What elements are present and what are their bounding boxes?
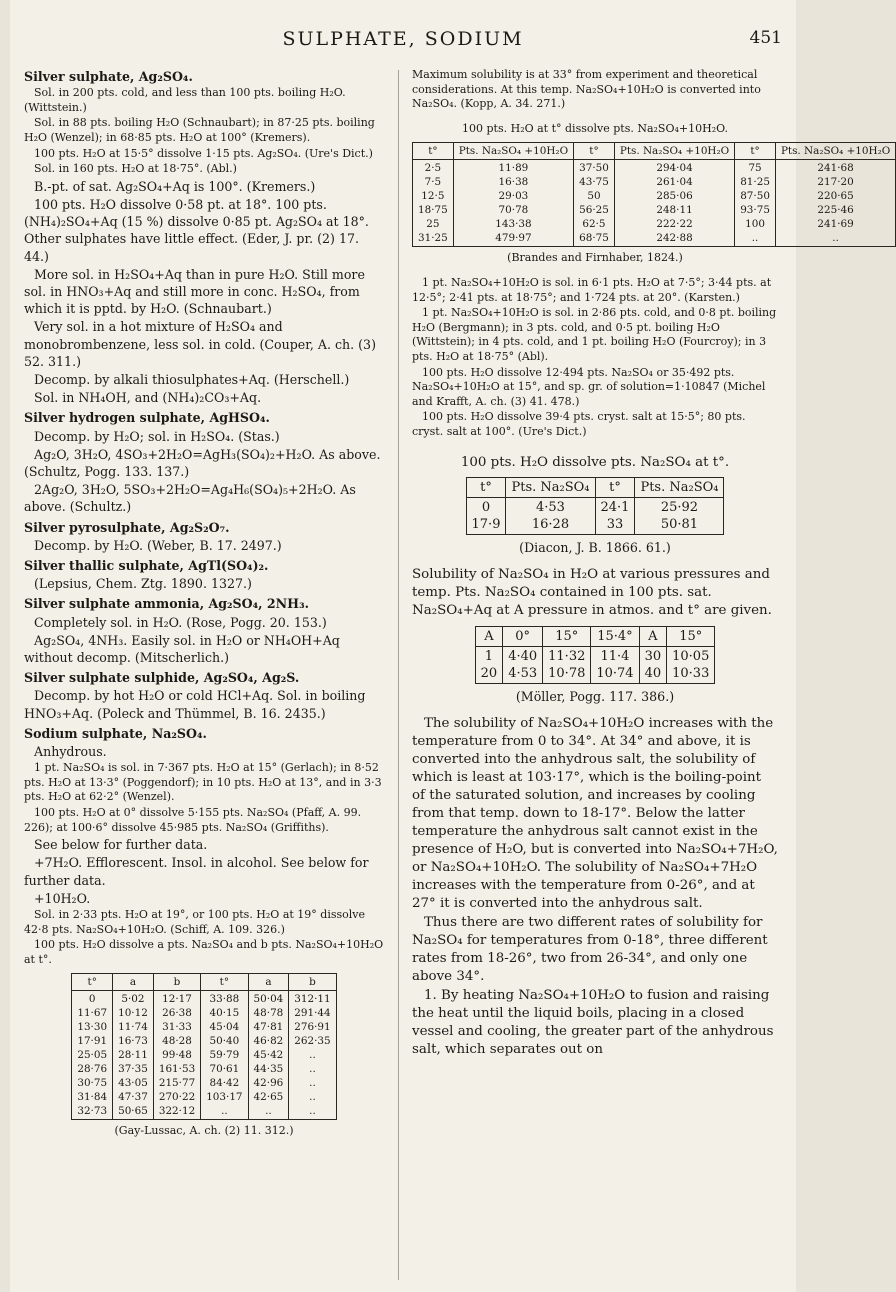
- t4-column: [475, 646, 503, 683]
- entry-paragraph: Sol. in 160 pts. H₂O at 18·75°. (Abl.): [34, 162, 237, 176]
- t2-column: [574, 160, 615, 247]
- t1-cell: 17·91: [77, 1035, 108, 1048]
- t1-cell: 48·28: [162, 1035, 192, 1048]
- t3-cell: 0: [481, 499, 491, 515]
- entry-paragraph: Sol. in 88 pts. boiling H₂O (Schnaubart); in 87·25 pts. boiling H₂O (Wenzel); in 68·85 pts. H₂O at 100° (Kremers).: [24, 116, 375, 144]
- t4-header: 15°: [667, 626, 715, 646]
- t1-cell: 12·17: [162, 993, 192, 1006]
- t1-cell: 70·61: [209, 1063, 240, 1076]
- t2-column: [775, 160, 895, 247]
- solubility-table-gay-lussac: [71, 973, 336, 1120]
- t4-cell: 1: [484, 648, 494, 664]
- t2-cell: 68·75: [579, 232, 609, 245]
- t1-cell: ..: [309, 1049, 316, 1062]
- left-entries: [24, 68, 384, 967]
- entry-heading: Silver sulphate ammonia, Ag₂SO₄, 2NH₃.: [24, 596, 309, 612]
- entry-paragraph: Decomp. by hot H₂O or cold HCl+Aq. Sol. in boiling HNO₃+Aq. (Poleck and Thümmel, B. 16. 2435.): [24, 688, 366, 721]
- t3-cell: 4·53: [536, 499, 565, 515]
- t1-cell: ..: [221, 1105, 228, 1118]
- t2-cell: 18·75: [418, 204, 448, 217]
- t2-cell: 93·75: [740, 204, 770, 217]
- t3-column: [506, 497, 595, 534]
- closing-paragraphs: [412, 715, 778, 1059]
- pressure-paragraph: Solubility of Na₂SO₄ in H₂O at various pressures and temp. Pts. Na₂SO₄ contained in 100 pts. sat. Na₂SO₄+Aq at A pressure in atmos. and t° are given.: [412, 566, 772, 618]
- t2-header: Pts. Na₂SO₄ +10H₂O: [453, 143, 573, 160]
- t1-cell: 322·12: [158, 1105, 196, 1118]
- t2-header: Pts. Na₂SO₄ +10H₂O: [775, 143, 895, 160]
- book-page: [10, 0, 891, 1292]
- entry-paragraph: 100 pts. H₂O at 0° dissolve 5·155 pts. Na₂SO₄ (Pfaff, A. 99. 226); at 100·6° dissolve 45·985 pts. Na₂SO₄ (Griffiths).: [24, 806, 362, 834]
- table3-title: 100 pts. H₂O dissolve pts. Na₂SO₄ at t°.: [460, 454, 730, 470]
- entry-paragraph: +10H₂O.: [34, 890, 91, 906]
- entry-paragraph: Decomp. by H₂O. (Weber, B. 17. 2497.): [34, 537, 282, 553]
- t2-column: [735, 160, 776, 247]
- t3-header: Pts. Na₂SO₄: [635, 477, 724, 497]
- t2-cell: 285·06: [656, 190, 693, 203]
- t2-header: t°: [735, 143, 776, 160]
- entry-paragraph: 1 pt. Na₂SO₄ is sol. in 7·367 pts. H₂O at 15° (Gerlach); in 8·52 pts. H₂O at 13·3° (Poggendorf); in 10 pts. H₂O at 13°, and in 3·3 pts. H₂O at 62·2° (Wenzel).: [24, 761, 382, 804]
- t1-cell: 45·42: [253, 1049, 284, 1062]
- t2-cell: ..: [832, 232, 839, 245]
- column-rule: [398, 70, 399, 1280]
- note-paragraph: 1 pt. Na₂SO₄+10H₂O is sol. in 2·86 pts. cold, and 0·8 pt. boiling H₂O (Bergmann); in 3 pts. cold, and 0·5 pt. boiling H₂O (Wittstein); in 4 pts. cold, and 1 pt. boiling H₂O (Fourcroy); in 3 pts. H₂O at 18·75° (Abl).: [412, 306, 777, 363]
- t4-cell: 11·32: [548, 648, 586, 664]
- t1-cell: 46·82: [253, 1035, 284, 1048]
- t2-cell: 12·5: [421, 190, 445, 203]
- t1-cell: 42·96: [253, 1077, 284, 1090]
- entry-paragraph: +7H₂O. Efflorescent. Insol. in alcohol. See below for further data.: [24, 855, 369, 888]
- t1-cell: 312·11: [294, 993, 331, 1006]
- entry-heading: Silver thallic sulphate, AgTl(SO₄)₂.: [24, 558, 269, 574]
- t3-cell: 33: [606, 516, 624, 532]
- notes-block: [412, 276, 778, 440]
- entry-heading: Silver pyrosulphate, Ag₂S₂O₇.: [24, 519, 230, 535]
- t1-cell: 45·04: [209, 1021, 240, 1034]
- entry-paragraph: Decomp. by H₂O; sol. in H₂SO₄. (Stas.): [34, 428, 280, 444]
- t1-header: b: [289, 974, 336, 991]
- entry-paragraph: See below for further data.: [34, 837, 208, 853]
- entry-paragraph: Ag₂SO₄, 4NH₃. Easily sol. in H₂O or NH₄OH+Aq without decomp. (Mitscherlich.): [24, 632, 340, 666]
- t1-column: [248, 991, 289, 1120]
- t4-cell: 10·05: [672, 648, 710, 664]
- t4-cell: 4·53: [508, 665, 538, 681]
- t1-cell: 11·74: [118, 1021, 148, 1034]
- t2-column: [453, 160, 573, 247]
- t2-cell: 220·65: [817, 190, 854, 203]
- t1-cell: 47·37: [118, 1091, 148, 1104]
- table2-caption: (Brandes and Firnhaber, 1824.): [507, 251, 683, 265]
- t1-cell: ..: [309, 1091, 316, 1104]
- t4-cell: 4·40: [508, 648, 538, 664]
- t2-cell: 29·03: [498, 190, 529, 203]
- table1-caption: (Gay-Lussac, A. ch. (2) 11. 312.): [114, 1124, 294, 1138]
- t2-cell: 50: [587, 190, 601, 203]
- t2-cell: 248·11: [656, 204, 693, 217]
- entry-heading: Silver sulphate, Ag₂SO₄.: [24, 69, 193, 84]
- t1-column: [153, 991, 200, 1120]
- t3-cell: 50·81: [660, 516, 699, 532]
- t1-header: t°: [72, 974, 113, 991]
- t1-cell: 43·05: [118, 1077, 148, 1090]
- t1-cell: 40·15: [209, 1007, 240, 1020]
- solubility-table-diacon: [466, 477, 725, 535]
- t3-column: [635, 497, 724, 534]
- t1-cell: 103·17: [206, 1091, 243, 1104]
- note-paragraph: 100 pts. H₂O dissolve 12·494 pts. Na₂SO₄ or 35·492 pts. Na₂SO₄+10H₂O at 15°, and sp. gr. of solution=1·10847 (Michel and Krafft, A. ch. (3) 41. 478.): [412, 365, 766, 408]
- t2-cell: 225·46: [817, 204, 854, 217]
- entry-paragraph: More sol. in H₂SO₄+Aq than in pure H₂O. Still more sol. in HNO₃+Aq and still more in conc. H₂SO₄, from which it is pptd. by H₂O. (Schnaubart.): [24, 266, 365, 317]
- t1-cell: 16·73: [118, 1035, 148, 1048]
- t4-column: [591, 646, 639, 683]
- t1-cell: 47·81: [253, 1021, 284, 1034]
- t1-header: a: [248, 974, 289, 991]
- t4-column: [639, 646, 667, 683]
- table3-caption: (Diacon, J. B. 1866. 61.): [519, 539, 671, 555]
- t2-column: [614, 160, 734, 247]
- t2-cell: 75: [748, 162, 762, 175]
- entry-paragraph: 100 pts. H₂O at 15·5° dissolve 1·15 pts. Ag₂SO₄. (Ure's Dict.): [34, 146, 373, 160]
- t2-cell: 25: [426, 218, 440, 231]
- entry-paragraph: Ag₂O, 3H₂O, 4SO₃+2H₂O=AgH₃(SO₄)₂+H₂O. As above. (Schultz, Pogg. 133. 137.): [24, 446, 381, 480]
- intro-text: Maximum solubility is at 33° from experiment and theoretical considerations. At this temp. Na₂SO₄+10H₂O is converted into Na₂SO₄. (Kopp, A. 34. 271.): [412, 68, 761, 111]
- t4-column: [667, 646, 715, 683]
- t4-column: [503, 646, 543, 683]
- entry-paragraph: Completely sol. in H₂O. (Rose, Pogg. 20. 153.): [34, 614, 327, 630]
- t3-column: [595, 497, 635, 534]
- t4-cell: 10·78: [548, 665, 586, 681]
- entry-paragraph: 100 pts. H₂O dissolve a pts. Na₂SO₄ and b pts. Na₂SO₄+10H₂O at t°.: [24, 938, 384, 966]
- t2-cell: 241·69: [817, 218, 854, 231]
- t1-cell: 37·35: [118, 1063, 148, 1076]
- left-column: [24, 68, 384, 1149]
- t1-cell: 161·53: [158, 1063, 196, 1076]
- body-paragraph: Thus there are two different rates of solubility for Na₂SO₄ for temperatures from 0-18°, three different rates from 18-26°, two from 26-34°, and only one above 34°.: [412, 915, 768, 985]
- t2-header: t°: [574, 143, 615, 160]
- t1-cell: 84·42: [209, 1077, 240, 1090]
- t1-cell: 50·04: [253, 993, 284, 1006]
- entry-paragraph: Sol. in NH₄OH, and (NH₄)₂CO₃+Aq.: [34, 390, 262, 406]
- t1-cell: 0: [88, 993, 96, 1006]
- entry-paragraph: Sol. in 200 pts. cold, and less than 100 pts. boiling H₂O. (Wittstein.): [24, 86, 346, 114]
- t1-header: a: [113, 974, 154, 991]
- t3-cell: 25·92: [660, 499, 699, 515]
- t1-cell: 215·77: [158, 1077, 196, 1090]
- t4-cell: 10·33: [672, 665, 710, 681]
- entry-heading: Sodium sulphate, Na₂SO₄.: [24, 725, 207, 741]
- entry-paragraph: 100 pts. H₂O dissolve 0·58 pt. at 18°. 100 pts. (NH₄)₂SO₄+Aq (15 %) dissolve 0·85 pt. Ag₂SO₄ at 18°. Other sulphates have little effect. (Eder, J. pr. (2) 17. 44.): [24, 196, 369, 264]
- t4-cell: 11·4: [600, 648, 630, 664]
- t1-column: [113, 991, 154, 1120]
- running-head: SULPHATE, SODIUM: [282, 28, 524, 50]
- t1-cell: 13·30: [77, 1021, 108, 1034]
- t2-cell: ..: [751, 232, 759, 245]
- t2-cell: 143·38: [495, 218, 532, 231]
- t2-cell: 242·88: [656, 232, 693, 245]
- t1-cell: 32·73: [77, 1105, 108, 1118]
- entry-paragraph: Decomp. by alkali thiosulphates+Aq. (Herschell.): [34, 372, 350, 387]
- entry-paragraph: 2Ag₂O, 3H₂O, 5SO₃+2H₂O=Ag₄H₆(SO₄)₅+2H₂O. As above. (Schultz.): [24, 482, 356, 515]
- t1-cell: ..: [309, 1105, 316, 1118]
- page-number: 451: [749, 28, 782, 48]
- t1-cell: 99·48: [162, 1049, 192, 1062]
- t4-cell: 30: [644, 648, 662, 664]
- t4-header: A: [475, 626, 503, 646]
- t2-cell: 2·5: [424, 162, 442, 175]
- t2-cell: 261·04: [656, 176, 693, 189]
- t1-header: t°: [201, 974, 248, 991]
- t1-cell: ..: [265, 1105, 272, 1118]
- t1-cell: 25·05: [77, 1049, 108, 1062]
- t1-cell: 30·75: [77, 1077, 108, 1090]
- t1-cell: 33·88: [209, 993, 240, 1006]
- t2-header: t°: [413, 143, 454, 160]
- t1-cell: 276·91: [294, 1021, 331, 1034]
- note-paragraph: 1 pt. Na₂SO₄+10H₂O is sol. in 6·1 pts. H₂O at 7·5°; 3·44 pts. at 12·5°; 2·41 pts. at 18·75°; and 1·724 pts. at 20°. (Karsten.): [412, 275, 772, 304]
- t1-cell: 28·76: [77, 1063, 108, 1076]
- t1-cell: 270·22: [158, 1091, 196, 1104]
- t1-cell: 48·78: [253, 1007, 284, 1020]
- t2-cell: 37·50: [579, 162, 609, 175]
- t1-header: b: [153, 974, 200, 991]
- right-column: [412, 68, 891, 1060]
- t3-cell: 17·9: [471, 516, 501, 532]
- t1-cell: 10·12: [118, 1007, 148, 1020]
- t4-header: 15·4°: [591, 626, 639, 646]
- t3-header: Pts. Na₂SO₄: [506, 477, 595, 497]
- t1-cell: 262·35: [294, 1035, 331, 1048]
- entry-heading: Silver sulphate sulphide, Ag₂SO₄, Ag₂S.: [24, 670, 300, 686]
- t2-cell: 62·5: [582, 218, 606, 231]
- t4-column: [543, 646, 591, 683]
- t1-cell: 59·79: [209, 1049, 240, 1062]
- t1-cell: ..: [309, 1077, 316, 1090]
- t2-cell: 87·50: [740, 190, 770, 203]
- t1-cell: 31·33: [162, 1021, 192, 1034]
- t2-cell: 81·25: [740, 176, 770, 189]
- t2-cell: 100: [745, 218, 765, 231]
- t1-cell: 42·65: [253, 1091, 284, 1104]
- t2-column: [413, 160, 454, 247]
- t1-column: [72, 991, 113, 1120]
- t2-cell: 31·25: [418, 232, 448, 245]
- t3-header: t°: [466, 477, 506, 497]
- entry-paragraph: (Lepsius, Chem. Ztg. 1890. 1327.): [34, 576, 252, 592]
- t1-cell: 26·38: [162, 1007, 192, 1020]
- t4-header: A: [639, 626, 667, 646]
- t1-cell: 31·84: [77, 1091, 108, 1104]
- entry-paragraph: Anhydrous.: [34, 744, 107, 760]
- entry-heading: Silver hydrogen sulphate, AgHSO₄.: [24, 410, 270, 426]
- t4-cell: 10·74: [596, 665, 634, 681]
- t3-cell: 16·28: [531, 516, 570, 532]
- t4-cell: 20: [480, 665, 498, 681]
- t4-header: 15°: [543, 626, 591, 646]
- t2-cell: 479·97: [495, 232, 532, 245]
- t1-cell: 50·65: [118, 1105, 148, 1118]
- t1-cell: ..: [309, 1063, 316, 1076]
- note-paragraph: 100 pts. H₂O dissolve 39·4 pts. cryst. salt at 15·5°; 80 pts. cryst. salt at 100°. (Ure's Dict.): [412, 410, 746, 438]
- body-paragraph: The solubility of Na₂SO₄+10H₂O increases with the temperature from 0 to 34°. At 34° and above, it is converted into the anhydrous salt, the solubility of which is least at 103·17°, which is the boiling-point of the saturated solution, and increases by cooling from that temp. down to 18-17°. Below the latter temperature the anhydrous salt cannot exist in the presence of H₂O, but is converted into Na₂SO₄+7H₂O, or Na₂SO₄+10H₂O. The solubility of Na₂SO₄+7H₂O increases with the temperature from 0-26°, and at 27° it is converted into the anhydrous salt.: [412, 716, 778, 912]
- t2-header: Pts. Na₂SO₄ +10H₂O: [614, 143, 734, 160]
- table2-title: 100 pts. H₂O at t° dissolve pts. Na₂SO₄+10H₂O.: [462, 121, 728, 135]
- t2-cell: 16·38: [498, 176, 529, 189]
- t3-header: t°: [595, 477, 635, 497]
- t1-column: [289, 991, 336, 1120]
- t2-cell: 11·89: [498, 162, 529, 175]
- t3-cell: 24·1: [600, 499, 630, 515]
- entry-paragraph: Very sol. in a hot mixture of H₂SO₄ and monobrombenzene, less sol. in cold. (Couper, A. ch. (3) 52. 311.): [24, 319, 376, 369]
- table4-caption: (Möller, Pogg. 117. 386.): [515, 688, 675, 704]
- t3-column: [466, 497, 506, 534]
- t1-cell: 50·40: [209, 1035, 240, 1048]
- body-paragraph: 1. By heating Na₂SO₄+10H₂O to fusion and raising the heat until the liquid boils, placing in a closed vessel and cooling, the greater part of the anhydrous salt, which separates out on: [412, 988, 774, 1058]
- t2-cell: 56·25: [579, 204, 609, 217]
- pressure-table-moller: [475, 626, 716, 684]
- t2-cell: 43·75: [579, 176, 609, 189]
- t2-cell: 222·22: [656, 218, 693, 231]
- entry-paragraph: B.-pt. of sat. Ag₂SO₄+Aq is 100°. (Kremers.): [34, 178, 316, 194]
- t1-cell: 5·02: [121, 993, 145, 1006]
- t1-cell: 11·67: [77, 1007, 108, 1020]
- solubility-table-brandes: [412, 142, 896, 247]
- t1-cell: 44·35: [253, 1063, 284, 1076]
- t1-column: [201, 991, 248, 1120]
- t4-header: 0°: [503, 626, 543, 646]
- entry-paragraph: Sol. in 2·33 pts. H₂O at 19°, or 100 pts. H₂O at 19° dissolve 42·8 pts. Na₂SO₄+10H₂O. (Schiff, A. 109. 326.): [24, 908, 366, 936]
- t1-cell: 28·11: [118, 1049, 148, 1062]
- t2-cell: 7·5: [424, 176, 442, 189]
- t4-cell: 40: [644, 665, 662, 681]
- t2-cell: 241·68: [817, 162, 854, 175]
- t2-cell: 217·20: [817, 176, 854, 189]
- t2-cell: 294·04: [656, 162, 693, 175]
- t2-cell: 70·78: [498, 204, 529, 217]
- t1-cell: 291·44: [294, 1007, 331, 1020]
